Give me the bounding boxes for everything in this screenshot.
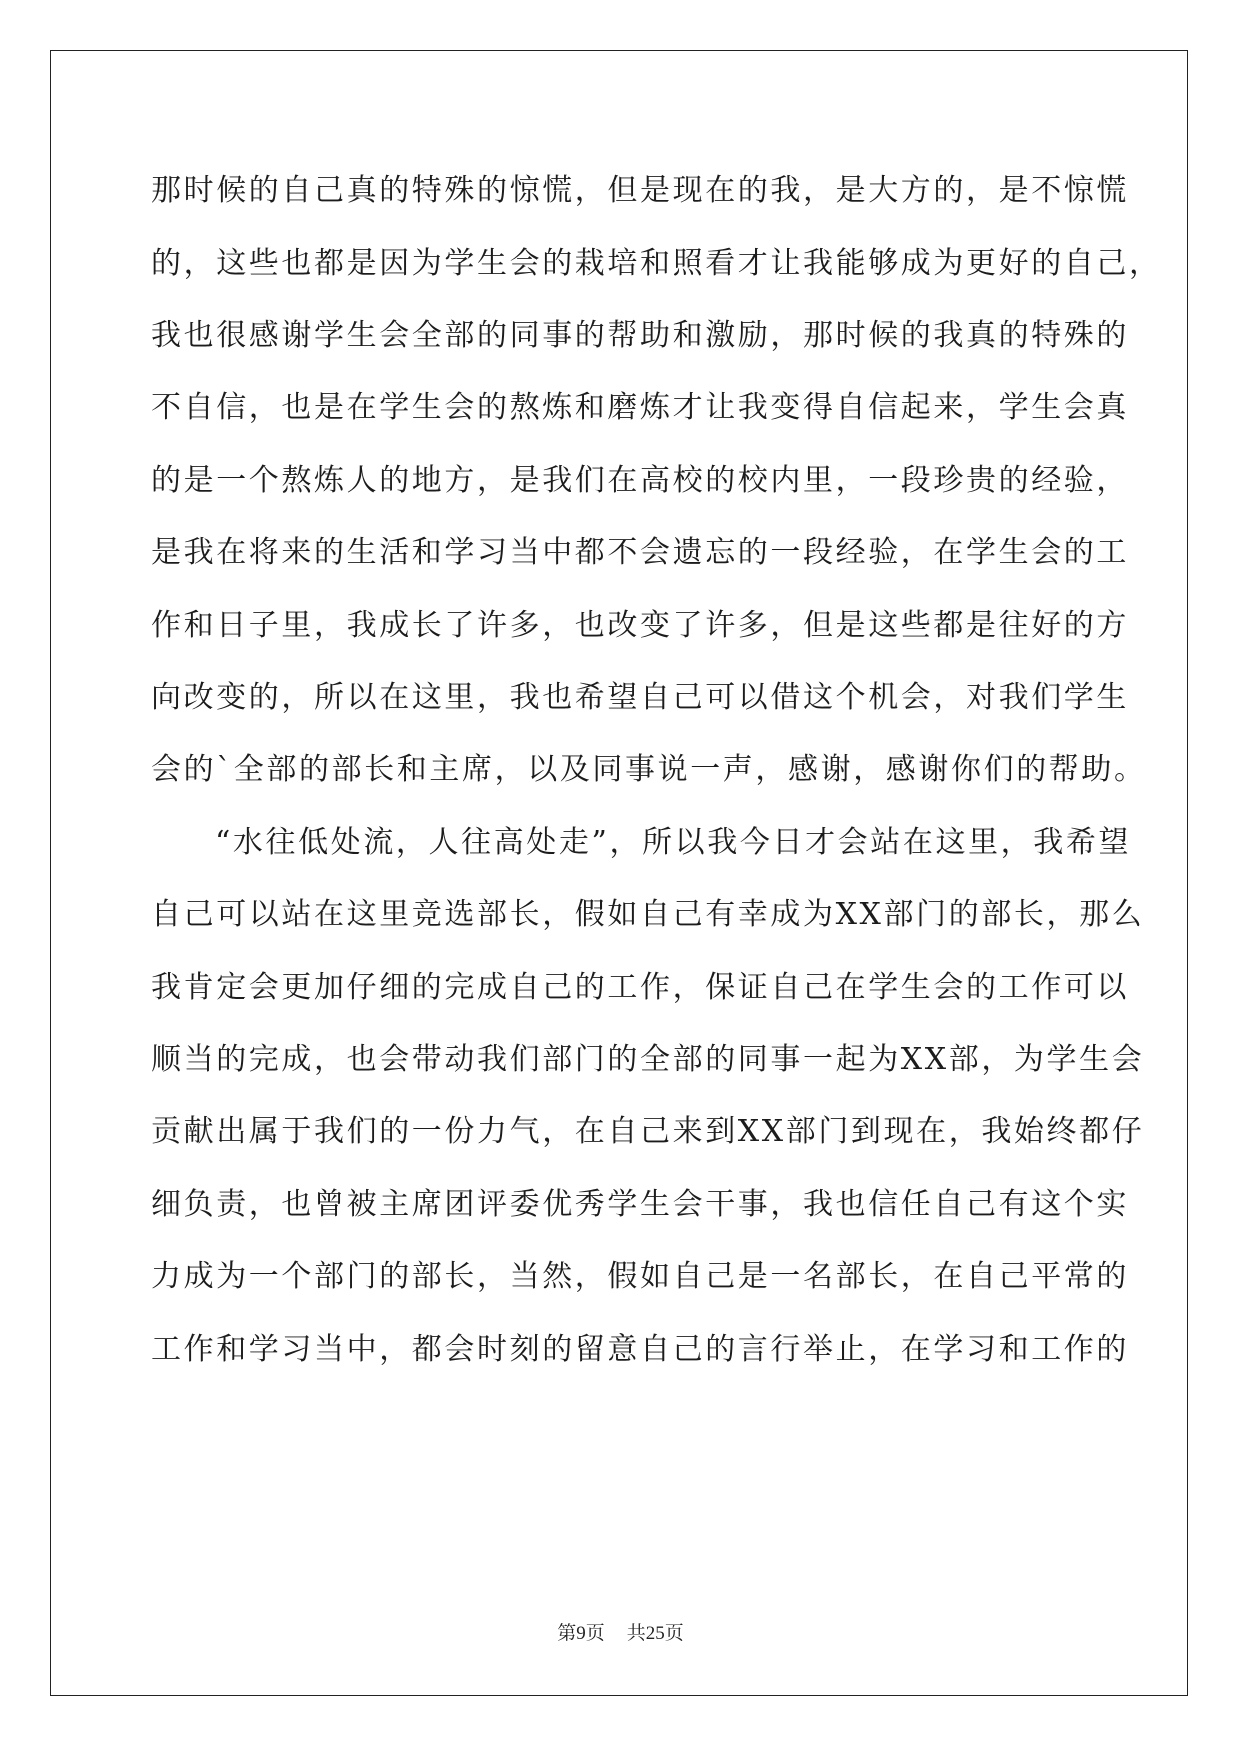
total-pages: 25 — [645, 1623, 665, 1644]
paragraph-line: 我肯定会更加仔细的完成自己的工作，保证自己在学生会的工作可以 — [151, 970, 1129, 1005]
paragraph-line: 工作和学习当中，都会时刻的留意自己的言行举止，在学习和工作的 — [151, 1332, 1129, 1367]
paragraph-line: 不自信，也是在学生会的熬炼和磨炼才让我变得自信起来，学生会真 — [151, 390, 1129, 425]
page-number: 9 — [576, 1623, 586, 1644]
paragraph-line: 是我在将来的生活和学习当中都不会遗忘的一段经验，在学生会的工 — [151, 535, 1129, 570]
paragraph-line: 作和日子里，我成长了许多，也改变了许多，但是这些都是往好的方 — [151, 608, 1129, 643]
paragraph-line: 的是一个熬炼人的地方，是我们在高校的校内里，一段珍贵的经验， — [151, 463, 1129, 498]
page-prefix: 第 — [557, 1623, 577, 1644]
paragraph-line: 我也很感谢学生会全部的同事的帮助和激励，那时候的我真的特殊的 — [151, 318, 1129, 353]
paragraph-line: 的，这些也都是因为学生会的栽培和照看才让我能够成为更好的自己， — [151, 246, 1162, 281]
page-suffix: 页 — [585, 1623, 605, 1644]
page-border — [50, 50, 1188, 1696]
total-suffix: 页 — [664, 1623, 684, 1644]
total-prefix: 共 — [626, 1623, 646, 1644]
paragraph-line-indented: “水往低处流，人往高处走”，所以我今日才会站在这里，我希望 — [215, 825, 1132, 860]
paragraph-line: 力成为一个部门的部长，当然，假如自己是一名部长，在自己平常的 — [151, 1259, 1129, 1294]
paragraph-line: 向改变的，所以在这里，我也希望自己可以借这个机会，对我们学生 — [151, 680, 1129, 715]
page-footer — [0, 1618, 1241, 1645]
paragraph-line: 细负责，也曾被主席团评委优秀学生会干事，我也信任自己有这个实 — [151, 1187, 1129, 1222]
paragraph-line: 那时候的自己真的特殊的惊慌，但是现在的我，是大方的，是不惊慌 — [151, 173, 1129, 208]
paragraph-line: 自己可以站在这里竞选部长，假如自己有幸成为XX部门的部长，那么 — [151, 897, 1145, 932]
paragraph-line: 顺当的完成，也会带动我们部门的全部的同事一起为XX部，为学生会 — [151, 1042, 1145, 1077]
paragraph-line: 会的`全部的部长和主席，以及同事说一声，感谢，感谢你们的帮助。 — [151, 752, 1147, 787]
paragraph-line: 贡献出属于我们的一份力气，在自己来到XX部门到现在，我始终都仔 — [151, 1114, 1145, 1149]
